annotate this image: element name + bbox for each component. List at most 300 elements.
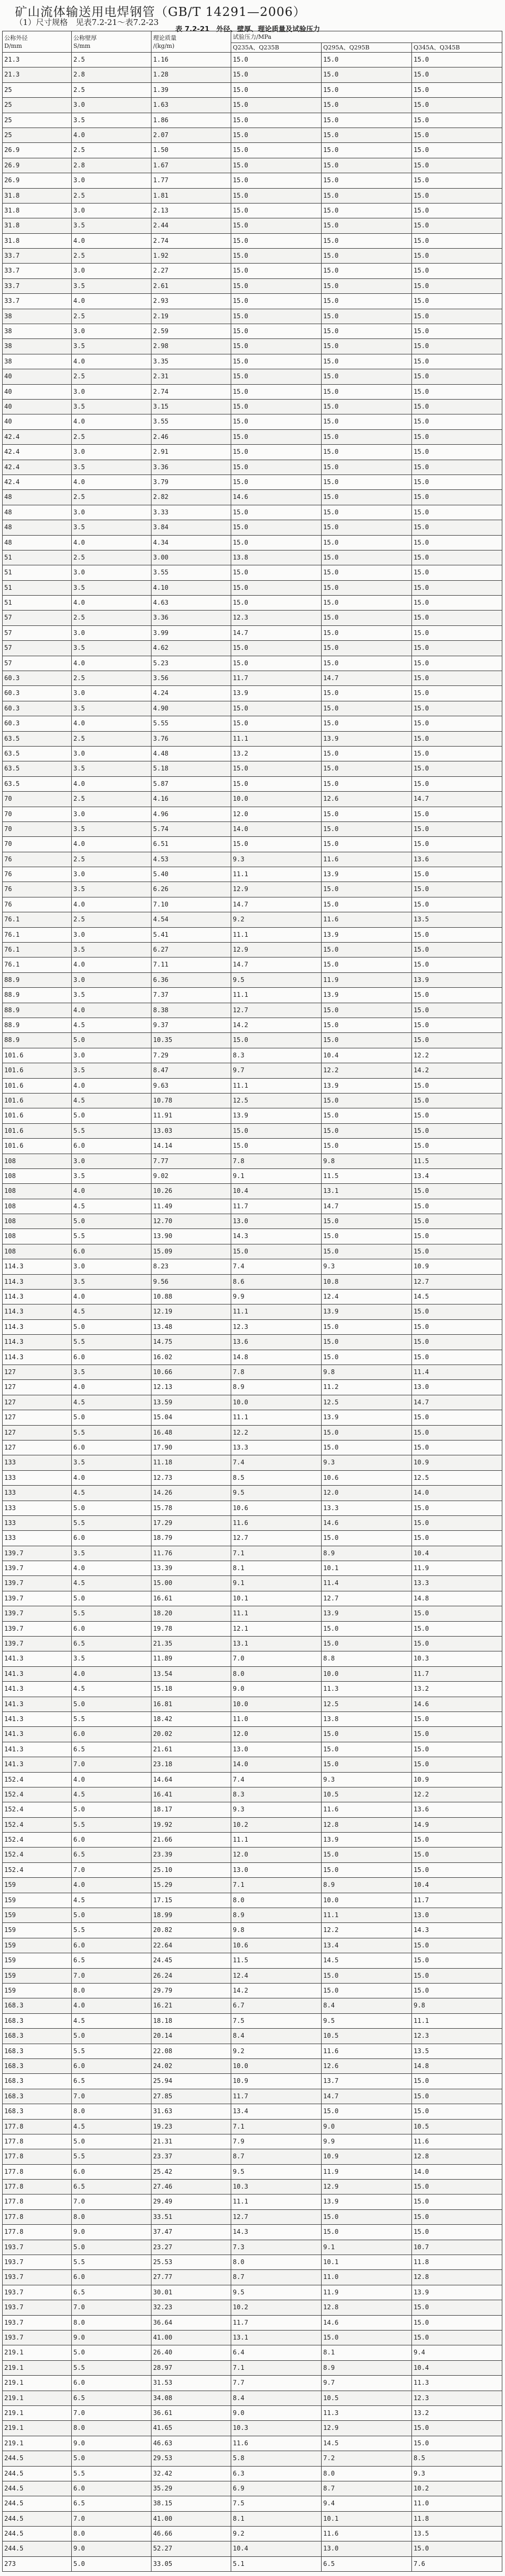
table-row [3,731,502,746]
cell-outer-diameter: 193.7 [3,2300,72,2315]
cell-pressure-q345: 15.0 [412,1621,502,1636]
cell-wall-thickness: 3.5 [72,761,152,776]
cell-outer-diameter: 127 [3,1410,72,1425]
cell-outer-diameter: 108 [3,1184,72,1199]
cell-pressure-q345: 15.0 [412,1244,502,1259]
cell-pressure-q295: 15.0 [322,761,412,776]
cell-wall-thickness: 5.5 [72,2255,152,2270]
cell-pressure-q345: 15.0 [412,1833,502,1848]
cell-wall-thickness: 2.5 [72,53,152,67]
cell-outer-diameter: 114.3 [3,1350,72,1365]
cell-pressure-q345: 15.0 [412,837,502,852]
table-row [3,2119,502,2134]
cell-pressure-q345: 15.0 [412,761,502,776]
cell-pressure-q345: 15.0 [412,611,502,625]
table-row [3,2511,502,2526]
cell-theoretical-mass: 32.42 [152,2466,231,2481]
cell-wall-thickness: 4.0 [72,596,152,611]
table-row [3,686,502,701]
table-row [3,2240,502,2255]
cell-pressure-q235: 11.6 [231,1515,322,1530]
cell-outer-diameter: 177.8 [3,2194,72,2209]
cell-theoretical-mass: 5.18 [152,761,231,776]
cell-pressure-q295: 8.7 [322,2481,412,2496]
table-row [3,429,502,444]
cell-wall-thickness: 5.5 [72,2149,152,2164]
cell-pressure-q345: 15.0 [412,867,502,882]
cell-pressure-q295: 13.9 [322,927,412,942]
cell-pressure-q345: 11.6 [412,2134,502,2149]
cell-pressure-q235: 13.0 [231,1742,322,1757]
cell-pressure-q235: 7.8 [231,1154,322,1168]
cell-pressure-q295: 15.0 [322,1425,412,1440]
cell-pressure-q295: 10.6 [322,1470,412,1485]
cell-pressure-q345: 14.6 [412,1697,502,1711]
cell-pressure-q345: 15.0 [412,1531,502,1546]
cell-theoretical-mass: 16.61 [152,1591,231,1606]
cell-pressure-q235: 5.1 [231,2556,322,2571]
cell-pressure-q235: 12.9 [231,943,322,957]
cell-pressure-q235: 14.3 [231,2225,322,2240]
cell-outer-diameter: 70 [3,792,72,807]
cell-outer-diameter: 38 [3,354,72,369]
cell-pressure-q235: 15.0 [231,1244,322,1259]
cell-theoretical-mass: 10.66 [152,1365,231,1379]
cell-theoretical-mass: 13.59 [152,1395,231,1410]
cell-outer-diameter: 60.3 [3,701,72,716]
cell-outer-diameter: 25 [3,113,72,128]
cell-pressure-q295: 13.9 [322,1304,412,1319]
document-title: 矿山流体输送用电焊钢管（GB/T 14291—2006） [15,5,306,19]
table-row [3,2360,502,2375]
cell-wall-thickness: 5.5 [72,2360,152,2375]
table-row [3,1425,502,1440]
cell-pressure-q345: 13.5 [412,912,502,927]
cell-pressure-q295: 15.0 [322,278,412,293]
cell-outer-diameter: 108 [3,1199,72,1214]
cell-pressure-q235: 15.0 [231,53,322,67]
table-row [3,535,502,550]
cell-pressure-q235: 7.4 [231,1259,322,1274]
header-grade-q295: Q295A、Q295B [322,43,412,53]
cell-pressure-q345: 15.0 [412,897,502,912]
cell-theoretical-mass: 29.49 [152,2194,231,2209]
cell-pressure-q235: 15.0 [231,776,322,791]
cell-wall-thickness: 5.5 [72,1229,152,1244]
table-row [3,1018,502,1033]
cell-wall-thickness: 3.0 [72,203,152,218]
cell-pressure-q235: 7.8 [231,1365,322,1379]
cell-pressure-q345: 14.8 [412,1591,502,1606]
table-row [3,1984,502,1998]
table-row [3,1184,502,1199]
cell-theoretical-mass: 10.78 [152,1093,231,1108]
cell-pressure-q295: 15.0 [322,354,412,369]
cell-pressure-q295: 15.0 [322,490,412,505]
table-row [3,2044,502,2058]
cell-pressure-q235: 8.1 [231,1561,322,1576]
cell-outer-diameter: 141.3 [3,1697,72,1711]
cell-pressure-q295: 15.0 [322,429,412,444]
cell-pressure-q235: 8.4 [231,2391,322,2405]
cell-pressure-q345: 10.7 [412,2240,502,2255]
cell-wall-thickness: 3.5 [72,1455,152,1470]
cell-outer-diameter: 244.5 [3,2541,72,2556]
cell-pressure-q295: 15.0 [322,1742,412,1757]
table-row [3,1878,502,1893]
cell-theoretical-mass: 2.74 [152,384,231,399]
cell-theoretical-mass: 1.86 [152,113,231,128]
cell-theoretical-mass: 19.23 [152,2119,231,2134]
cell-pressure-q345: 12.5 [412,1470,502,1485]
cell-pressure-q345: 14.8 [412,2058,502,2073]
cell-wall-thickness: 3.5 [72,520,152,535]
cell-theoretical-mass: 12.70 [152,1214,231,1229]
cell-wall-thickness: 4.0 [72,1998,152,2013]
cell-wall-thickness: 3.0 [72,927,152,942]
cell-pressure-q295: 13.9 [322,1410,412,1425]
cell-theoretical-mass: 14.14 [152,1139,231,1154]
cell-theoretical-mass: 27.77 [152,2270,231,2285]
cell-outer-diameter: 63.5 [3,746,72,761]
table-row [3,1048,502,1063]
cell-pressure-q295: 15.0 [322,1108,412,1123]
table-row [3,1757,502,1772]
cell-pressure-q235: 13.0 [231,1862,322,1877]
cell-wall-thickness: 2.5 [72,852,152,867]
cell-pressure-q345: 15.0 [412,309,502,324]
cell-pressure-q295: 11.6 [322,1802,412,1817]
cell-outer-diameter: 108 [3,1244,72,1259]
cell-pressure-q345: 15.0 [412,82,502,97]
cell-pressure-q345: 13.5 [412,2527,502,2541]
cell-theoretical-mass: 10.35 [152,1033,231,1048]
cell-outer-diameter: 101.6 [3,1048,72,1063]
cell-pressure-q295: 12.4 [322,1290,412,1304]
cell-wall-thickness: 6.0 [72,1621,152,1636]
cell-wall-thickness: 4.0 [72,233,152,248]
cell-pressure-q295: 9.0 [322,2119,412,2134]
cell-theoretical-mass: 32.23 [152,2300,231,2315]
cell-pressure-q295: 9.8 [322,1365,412,1379]
cell-pressure-q235: 11.1 [231,1078,322,1093]
table-row [3,1395,502,1410]
cell-theoretical-mass: 9.37 [152,1018,231,1033]
cell-outer-diameter: 42.4 [3,474,72,489]
table-header [3,31,502,53]
cell-pressure-q295: 10.5 [322,2391,412,2405]
cell-theoretical-mass: 37.47 [152,2225,231,2240]
cell-pressure-q345: 15.0 [412,731,502,746]
cell-outer-diameter: 114.3 [3,1335,72,1350]
cell-pressure-q235: 15.0 [231,82,322,97]
table-row [3,2527,502,2541]
cell-outer-diameter: 57 [3,641,72,656]
cell-pressure-q235: 15.0 [231,837,322,852]
cell-theoretical-mass: 26.24 [152,1968,231,1983]
cell-pressure-q345: 11.8 [412,2511,502,2526]
table-row [3,2209,502,2224]
cell-wall-thickness: 3.0 [72,867,152,882]
table-row [3,1546,502,1561]
cell-pressure-q235: 15.0 [231,143,322,158]
cell-pressure-q235: 7.5 [231,2013,322,2028]
cell-pressure-q345: 15.0 [412,339,502,354]
cell-pressure-q295: 15.0 [322,1848,412,1862]
cell-pressure-q235: 7.0 [231,1651,322,1666]
cell-pressure-q235: 14.7 [231,897,322,912]
cell-pressure-q235: 13.1 [231,1637,322,1651]
cell-theoretical-mass: 11.76 [152,1546,231,1561]
table-row [3,2315,502,2330]
table-row [3,399,502,414]
cell-pressure-q345: 15.0 [412,264,502,278]
cell-wall-thickness: 5.0 [72,1410,152,1425]
cell-pressure-q345: 10.5 [412,2119,502,2134]
cell-theoretical-mass: 16.41 [152,1787,231,1802]
cell-outer-diameter: 219.1 [3,2405,72,2420]
cell-pressure-q345: 15.0 [412,1184,502,1199]
cell-pressure-q345: 15.0 [412,505,502,520]
cell-wall-thickness: 3.0 [72,384,152,399]
table-row [3,2481,502,2496]
cell-pressure-q345: 15.0 [412,550,502,565]
cell-wall-thickness: 6.0 [72,1833,152,1848]
cell-outer-diameter: 139.7 [3,1606,72,1621]
cell-theoretical-mass: 2.91 [152,445,231,460]
cell-outer-diameter: 177.8 [3,2134,72,2149]
cell-outer-diameter: 76.1 [3,957,72,972]
cell-outer-diameter: 244.5 [3,2481,72,2496]
cell-wall-thickness: 3.0 [72,565,152,580]
cell-outer-diameter: 177.8 [3,2119,72,2134]
cell-pressure-q235: 8.0 [231,1893,322,1908]
cell-wall-thickness: 4.0 [72,1561,152,1576]
cell-pressure-q345: 15.0 [412,625,502,640]
cell-wall-thickness: 3.5 [72,399,152,414]
cell-wall-thickness: 8.0 [72,2421,152,2436]
table-row [3,1802,502,1817]
cell-pressure-q295: 15.0 [322,369,412,384]
cell-outer-diameter: 40 [3,384,72,399]
table-row [3,414,502,429]
cell-pressure-q295: 15.0 [322,158,412,173]
table-row [3,324,502,339]
cell-pressure-q345: 15.0 [412,686,502,701]
cell-outer-diameter: 114.3 [3,1290,72,1304]
header-outer-label: 公称外径 [4,34,28,41]
cell-pressure-q345: 8.5 [412,2451,502,2466]
cell-pressure-q235: 15.0 [231,203,322,218]
cell-theoretical-mass: 6.51 [152,837,231,852]
cell-wall-thickness: 5.5 [72,1923,152,1938]
cell-outer-diameter: 244.5 [3,2527,72,2541]
cell-pressure-q345: 15.0 [412,1757,502,1772]
cell-pressure-q235: 15.0 [231,429,322,444]
cell-pressure-q235: 9.2 [231,2527,322,2541]
cell-outer-diameter: 152.4 [3,1848,72,1862]
cell-wall-thickness: 3.0 [72,1048,152,1063]
table-row [3,384,502,399]
cell-pressure-q345: 15.0 [412,656,502,671]
table-row [3,490,502,505]
cell-outer-diameter: 139.7 [3,1591,72,1606]
cell-theoretical-mass: 1.16 [152,53,231,67]
cell-theoretical-mass: 26.40 [152,2345,231,2360]
cell-pressure-q345: 15.0 [412,1727,502,1742]
cell-pressure-q235: 11.1 [231,1410,322,1425]
cell-pressure-q295: 13.1 [322,1184,412,1199]
cell-pressure-q295: 13.7 [322,2074,412,2089]
table-row [3,1848,502,1862]
cell-theoretical-mass: 33.05 [152,2556,231,2571]
cell-pressure-q235: 13.9 [231,686,322,701]
cell-pressure-q235: 8.6 [231,1274,322,1289]
cell-pressure-q235: 15.0 [231,656,322,671]
cell-pressure-q235: 5.8 [231,2451,322,2466]
cell-outer-diameter: 48 [3,535,72,550]
cell-outer-diameter: 42.4 [3,429,72,444]
cell-wall-thickness: 4.0 [72,716,152,731]
cell-pressure-q235: 15.0 [231,384,322,399]
cell-pressure-q295: 13.9 [322,988,412,1003]
cell-outer-diameter: 141.3 [3,1711,72,1726]
cell-pressure-q295: 15.0 [322,143,412,158]
table-row [3,2089,502,2104]
cell-theoretical-mass: 7.37 [152,988,231,1003]
table-row [3,1637,502,1651]
cell-pressure-q345: 15.0 [412,1862,502,1877]
cell-pressure-q295: 14.7 [322,1199,412,1214]
cell-pressure-q235: 10.0 [231,792,322,807]
cell-theoretical-mass: 24.02 [152,2058,231,2073]
cell-outer-diameter: 33.7 [3,249,72,264]
table-row [3,1335,502,1350]
cell-theoretical-mass: 46.63 [152,2436,231,2451]
table-row [3,158,502,173]
cell-pressure-q295: 11.2 [322,1380,412,1395]
table-row [3,1742,502,1757]
cell-theoretical-mass: 15.00 [152,1576,231,1591]
cell-wall-thickness: 4.0 [72,535,152,550]
cell-theoretical-mass: 6.26 [152,882,231,897]
cell-pressure-q295: 15.0 [322,414,412,429]
cell-wall-thickness: 4.5 [72,1018,152,1033]
cell-wall-thickness: 4.0 [72,837,152,852]
table-row [3,1093,502,1108]
cell-theoretical-mass: 19.92 [152,1817,231,1832]
table-row [3,972,502,987]
cell-pressure-q295: 15.0 [322,1637,412,1651]
cell-outer-diameter: 219.1 [3,2376,72,2391]
cell-theoretical-mass: 3.55 [152,565,231,580]
cell-wall-thickness: 5.0 [72,2240,152,2255]
table-row [3,1123,502,1138]
cell-theoretical-mass: 4.54 [152,912,231,927]
cell-pressure-q235: 10.0 [231,1697,322,1711]
cell-pressure-q235: 15.0 [231,354,322,369]
cell-pressure-q345: 15.0 [412,535,502,550]
cell-wall-thickness: 6.5 [72,2074,152,2089]
cell-theoretical-mass: 11.18 [152,1455,231,1470]
cell-outer-diameter: 48 [3,505,72,520]
cell-pressure-q235: 13.0 [231,1214,322,1229]
cell-pressure-q295: 9.5 [322,2013,412,2028]
table-row [3,2149,502,2164]
cell-pressure-q235: 15.0 [231,294,322,309]
cell-pressure-q235: 10.1 [231,1591,322,1606]
cell-wall-thickness: 7.0 [72,2300,152,2315]
cell-pressure-q235: 15.0 [231,596,322,611]
cell-theoretical-mass: 52.27 [152,2541,231,2556]
cell-pressure-q345: 15.0 [412,1108,502,1123]
cell-outer-diameter: 101.6 [3,1063,72,1078]
cell-wall-thickness: 5.5 [72,2466,152,2481]
table-row [3,2194,502,2209]
cell-theoretical-mass: 11.89 [152,1651,231,1666]
cell-pressure-q235: 15.0 [231,218,322,233]
cell-outer-diameter: 127 [3,1440,72,1455]
cell-wall-thickness: 3.0 [72,98,152,113]
cell-pressure-q295: 13.9 [322,1078,412,1093]
cell-pressure-q345: 15.0 [412,1199,502,1214]
cell-pressure-q235: 15.0 [231,1033,322,1048]
cell-pressure-q345: 12.2 [412,1787,502,1802]
cell-wall-thickness: 4.0 [72,1772,152,1787]
table-row [3,218,502,233]
cell-pressure-q235: 10.6 [231,1938,322,1953]
table-row [3,625,502,640]
cell-theoretical-mass: 15.04 [152,1410,231,1425]
cell-theoretical-mass: 3.76 [152,731,231,746]
cell-pressure-q345: 15.0 [412,2074,502,2089]
cell-wall-thickness: 4.0 [72,1290,152,1304]
cell-theoretical-mass: 3.84 [152,520,231,535]
cell-pressure-q345: 15.0 [412,294,502,309]
cell-pressure-q235: 15.0 [231,520,322,535]
cell-pressure-q295: 10.4 [322,1048,412,1063]
cell-theoretical-mass: 36.61 [152,2405,231,2420]
cell-pressure-q295: 15.0 [322,82,412,97]
cell-theoretical-mass: 1.28 [152,67,231,82]
cell-theoretical-mass: 23.37 [152,2149,231,2164]
cell-pressure-q345: 15.0 [412,2300,502,2315]
cell-wall-thickness: 5.0 [72,2029,152,2044]
table-row [3,2134,502,2149]
cell-theoretical-mass: 2.82 [152,490,231,505]
cell-pressure-q345: 15.0 [412,927,502,942]
cell-pressure-q345: 15.0 [412,2209,502,2224]
cell-theoretical-mass: 20.82 [152,1923,231,1938]
table-caption: 表 7.2-21 外径、壁厚、理论质量及试验压力 [175,26,321,33]
cell-pressure-q295: 15.0 [322,1214,412,1229]
cell-theoretical-mass: 41.00 [152,2511,231,2526]
cell-wall-thickness: 3.0 [72,807,152,821]
cell-wall-thickness: 3.5 [72,1168,152,1183]
cell-pressure-q295: 11.3 [322,1682,412,1697]
cell-outer-diameter: 127 [3,1365,72,1379]
table-row [3,173,502,188]
cell-pressure-q295: 11.9 [322,2285,412,2300]
cell-pressure-q295: 15.0 [322,339,412,354]
cell-theoretical-mass: 8.47 [152,1063,231,1078]
cell-wall-thickness: 7.0 [72,1968,152,1983]
cell-theoretical-mass: 3.15 [152,399,231,414]
cell-pressure-q345: 15.0 [412,233,502,248]
cell-theoretical-mass: 12.19 [152,1304,231,1319]
cell-wall-thickness: 7.0 [72,1862,152,1877]
cell-outer-diameter: 40 [3,369,72,384]
